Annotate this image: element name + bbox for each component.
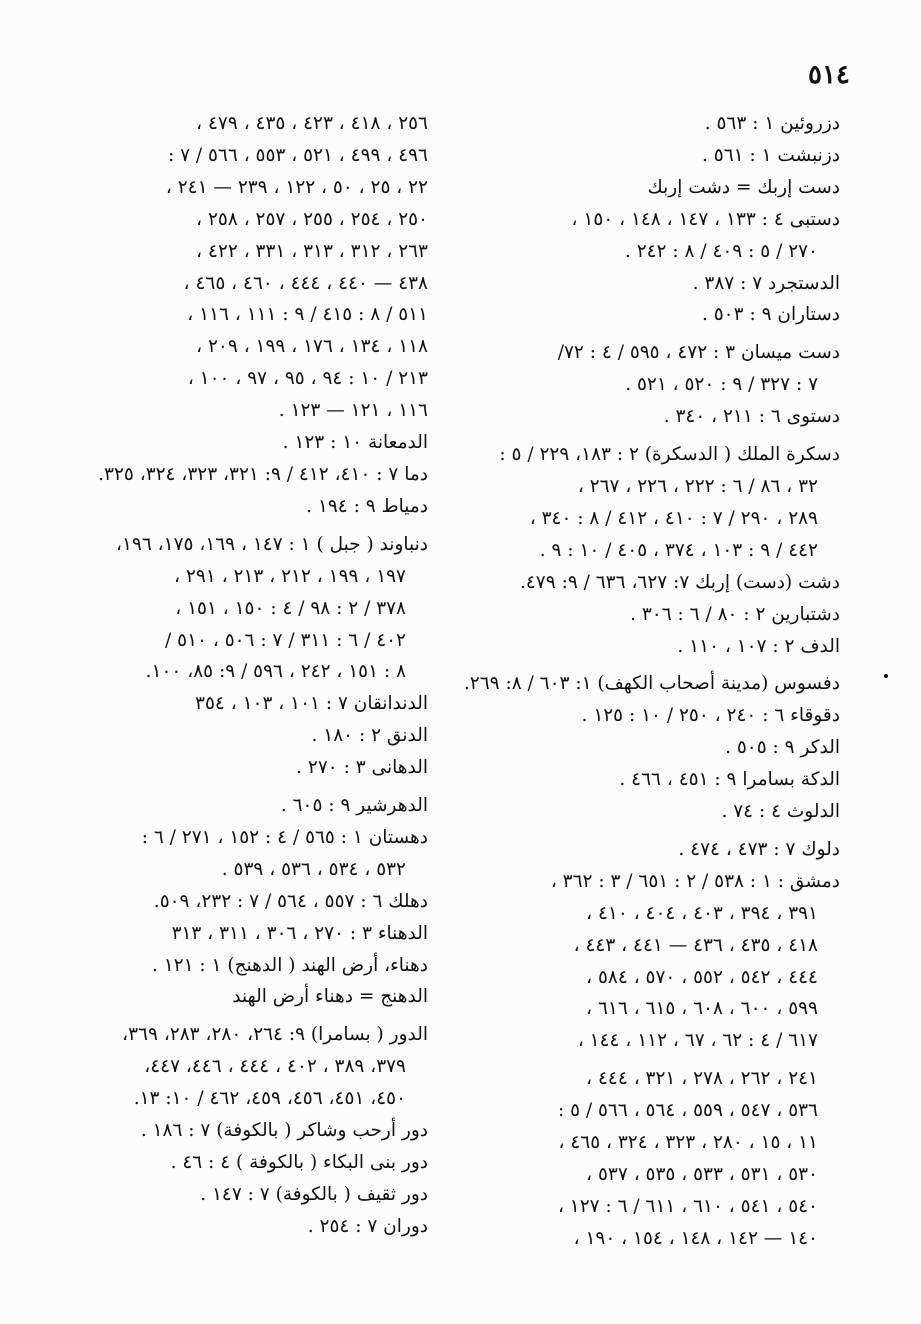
index-entry-line: دشت (دست) إربك ٧: ٦٢٧، ٦٣٦ / ٩: ٤٧٩. [519, 571, 840, 593]
index-entry-line: ٢٦٣ ، ٣١٢ ، ٣١٣ ، ٣٣١ ، ٤٢٢ ، [196, 240, 428, 262]
index-entry-line: الدندانقان ٧ : ١٠١ ، ١٠٣ ، ٣٥٤ [195, 693, 428, 715]
margin-dot [884, 674, 888, 678]
index-entry-line: ٣٧٩، ٣٨٩ ، ٤٠٢ ، ٤٤٤ ، ٤٤٦، ٤٤٧، [144, 1056, 406, 1078]
index-entry-line: ٢٧٠ / ٥ : ٤٠٩ / ٨ : ٢٤٢ . [624, 240, 818, 262]
index-entry-line: دستاران ٩ : ٥٠٣ . [701, 304, 840, 326]
index-entry-line: الدهرشير ٩ : ٦٠٥ . [280, 795, 428, 817]
index-entry-line: ١٩٧ ، ١٩٩ ، ٢١٢ ، ٢١٣ ، ٢٩١ ، [174, 565, 406, 587]
index-entry-line: دسكرة الملك ( الدسكرة) ٢ : ١٨٣، ٢٢٩ / ٥ : [499, 444, 840, 466]
index-entry-line: ٥٣٦ ، ٥٤٧ ، ٥٥٩ ، ٥٦٤ ، ٥٦٦ / ٥ : [557, 1100, 818, 1122]
index-entry-line: ٢١٣ / ١٠ : ٩٤ ، ٩٥ ، ٩٧ ، ١٠٠ ، [187, 368, 428, 390]
index-entry-line: ١٤٠ — ١٤٢ ، ١٤٨ ، ١٥٤ ، ١٩٠ ، [573, 1227, 818, 1249]
index-entry-line: دست إربك = دشت إربك [647, 176, 840, 198]
index-entry-line: ٤٩٦ ، ٤٩٩ ، ٥٢١ ، ٥٥٣ ، ٥٦٦ / ٧ : [167, 144, 428, 166]
index-entry-line: ٢٥٠ ، ٢٥٤ ، ٢٥٥ ، ٢٥٧ ، ٢٥٨ ، [196, 208, 428, 230]
index-entry-line: دوران ٧ : ٢٥٤ . [307, 1215, 428, 1237]
index-entry-line: دقوقاء ٦ : ٢٤٠ ، ٢٥٠ / ١٠ : ١٢٥ . [581, 705, 840, 727]
index-entry-line: ٢٢ ، ٢٥ ، ٥٠ ، ١٢٢ ، ٢٣٩ — ٢٤١ ، [165, 176, 428, 198]
index-entry-line: ٣٧٨ / ٢ : ٩٨ / ٤ : ١٥٠ ، ١٥١ ، [175, 597, 406, 619]
index-entry-line: دزروئين ١ : ٥٦٣ . [704, 113, 840, 134]
index-entry-line: الدف ٢ : ١٠٧ ، ١١٠ . [677, 635, 840, 657]
index-entry-line: ٥٣٢ ، ٥٣٤ ، ٥٣٦ ، ٥٣٩ . [221, 858, 406, 880]
index-entry-line: دمياط ٩ : ١٩٤ . [306, 495, 428, 517]
index-entry-line: ٤٥٠، ٤٥١، ٤٥٦، ٤٥٩، ٤٦٢ / ١٠: ١٣. [133, 1088, 406, 1110]
index-entry-line: دهلك ٦ : ٥٥٧ ، ٥٦٤ / ٧ : ٢٣٢، ٥٠٩. [153, 890, 428, 912]
index-entry-line: ٣٢ ، ٨٦ / ٦ : ٢٢٢ ، ٢٢٦ ، ٢٦٧ ، [577, 475, 818, 497]
index-entry-line: دهستان ١ : ٥٦٥ / ٤ : ١٥٢ ، ٢٧١ / ٦ : [141, 826, 428, 848]
index-entry-line: الدهنج = دهناء أرض الهند [232, 986, 428, 1008]
index-entry-line: ٤٤٢ / ٩ : ١٠٣ ، ٣٧٤ ، ٤٠٥ / ١٠ : ٩ . [539, 539, 818, 561]
index-entry-line: ٥٤٠ ، ٥٤١ ، ٦١٠ ، ٦١١ / ٦ : ١٢٧ ، [557, 1195, 818, 1217]
index-entry-line: ٤٣٨ — ٤٤٠ ، ٤٤٤ ، ٤٦٠ ، ٤٦٥ ، [183, 272, 428, 294]
index-entry-line: الدور ( بسامرا) ٩: ٢٦٤، ٢٨٠، ٢٨٣، ٣٦٩، [122, 1024, 428, 1046]
index-entry-line: دزنبشت ١ : ٥٦١ . [702, 144, 840, 166]
index-entry-line: ٨ : ١٥١ ، ٢٤٢ ، ٥٩٦ / ٩: ٨٥، ١٠٠. [145, 661, 406, 683]
index-entry-line: دما ٧ : ٤١٠، ٤١٢ / ٩: ٣٢١، ٣٢٣، ٣٢٤، ٣٢٥. [98, 463, 428, 485]
index-column-left [28, 108, 428, 1243]
index-entry-line: ٥٣٠ ، ٥٣١ ، ٥٣٣ ، ٥٣٥ ، ٥٣٧ ، [586, 1164, 818, 1185]
index-entry-line: ٤٠٢ / ٦ : ٣١١ / ٧ : ٥٠٦ ، ٥١٠ / [165, 629, 406, 651]
index-entry-line: دهناء، أرض الهند ( الدهنج) ١ : ١٢١ . [151, 954, 428, 976]
index-column-right [440, 108, 840, 1255]
index-entry-line: الدكة بسامرا ٩ : ٤٥١ ، ٤٦٦ . [619, 769, 840, 791]
index-entry-line: دفسوس (مدينة أصحاب الكهف) ١: ٦٠٣ / ٨: ٢٦٩. [463, 673, 840, 695]
index-entry-line: دلوك ٧ : ٤٧٣ ، ٤٧٤ . [678, 838, 840, 860]
index-entry-line: ٦١٧ / ٤ : ٦٢ ، ٦٧ ، ١١٢ ، ١٤٤ ، [577, 1030, 818, 1052]
index-entry-line: دنباوند ( جبل ) ١ : ١٤٧ ، ١٦٩، ١٧٥، ١٩٦، [115, 533, 428, 555]
index-entry-line: ٥١١ / ٨ : ٤١٥ / ٩ : ١١١ ، ١١٦ ، [187, 304, 428, 326]
index-entry-line: ٤١٨ ، ٤٣٥ ، ٤٣٦ — ٤٤١ ، ٤٤٣ ، [573, 934, 818, 956]
index-entry-line: دستبى ٤ : ١٣٣ ، ١٤٧ ، ١٤٨ ، ١٥٠ ، [571, 208, 840, 230]
index-entry-line: دور بنى البكاء ( بالكوفة ) ٤ : ٤٦ . [170, 1152, 428, 1173]
index-entry-line: الدهانى ٣ : ٢٧٠ . [296, 757, 428, 779]
index-entry-line: دمشق : ١ : ٥٣٨ / ٢ : ٦٥١ / ٣ : ٣٦٢ ، [550, 870, 840, 892]
index-entry-line: ٣٩١ ، ٣٩٤ ، ٤٠٣ ، ٤٠٤ ، ٤١٠ ، [586, 902, 818, 924]
index-entry-line: ١١٦ ، ١٢١ — ١٢٣ . [278, 400, 428, 422]
index-entry-line: دشتبارين ٢ : ٨٠ / ٦ : ٣٠٦ . [630, 603, 840, 625]
index-entry-line: دستوى ٦ : ٢١١ ، ٣٤٠ . [663, 406, 840, 428]
index-entry-line: ١١٨ ، ١٣٤ ، ١٧٦ ، ١٩٩ ، ٢٠٩ ، [196, 336, 428, 358]
index-entry-line: الدمعانة ١٠ : ١٢٣ . [282, 432, 428, 454]
index-entry-line: دور أرحب وشاكر ( بالكوفة) ٧ : ١٨٦ . [140, 1120, 428, 1142]
index-entry-line: الدكر ٩ : ٥٠٥ . [725, 737, 840, 759]
index-entry-line: ٧ : ٣٢٧ / ٩ : ٥٢٠ ، ٥٢١ . [625, 374, 818, 396]
index-entry-line: دور ثقيف ( بالكوفة) ٧ : ١٤٧ . [200, 1183, 428, 1205]
index-entry-line: دست ميسان ٣ : ٤٧٢ ، ٥٩٥ / ٤ : ٧٢/ [557, 342, 840, 364]
index-entry-line: الدلوث ٤ : ٧٤ . [721, 801, 840, 823]
index-entry-line: ٢٥٦ ، ٤١٨ ، ٤٢٣ ، ٤٣٥ ، ٤٧٩ ، [196, 113, 428, 134]
index-entry-line: ٤٤٤ ، ٥٤٢ ، ٥٥٢ ، ٥٧٠ ، ٥٨٤ ، [586, 966, 818, 988]
index-entry-line: ٢٤١ ، ٢٦٢ ، ٢٧٨ ، ٣٢١ ، ٤٤٤ ، [586, 1068, 818, 1090]
index-entry-line: ٢٨٩ ، ٢٩٠ / ٧ : ٤١٠ ، ٤١٢ / ٨ : ٣٤٠ ، [529, 507, 818, 529]
index-entry-line: الدنق ٢ : ١٨٠ . [311, 725, 428, 747]
page-number: ٥١٤ [808, 60, 850, 90]
index-entry-line: الدهناء ٣ : ٢٧٠ ، ٣٠٦ ، ٣١١ ، ٣١٣ [171, 922, 428, 944]
index-entry-line: ١١ ، ١٥ ، ٢٨٠ ، ٣٢٣ ، ٣٢٤ ، ٤٦٥ ، [558, 1132, 818, 1154]
index-entry-line: ٥٩٩ ، ٦٠٠ ، ٦٠٨ ، ٦١٥ ، ٦١٦ ، [586, 998, 818, 1020]
index-entry-line: الدستجرد ٧ : ٣٨٧ . [692, 272, 840, 294]
